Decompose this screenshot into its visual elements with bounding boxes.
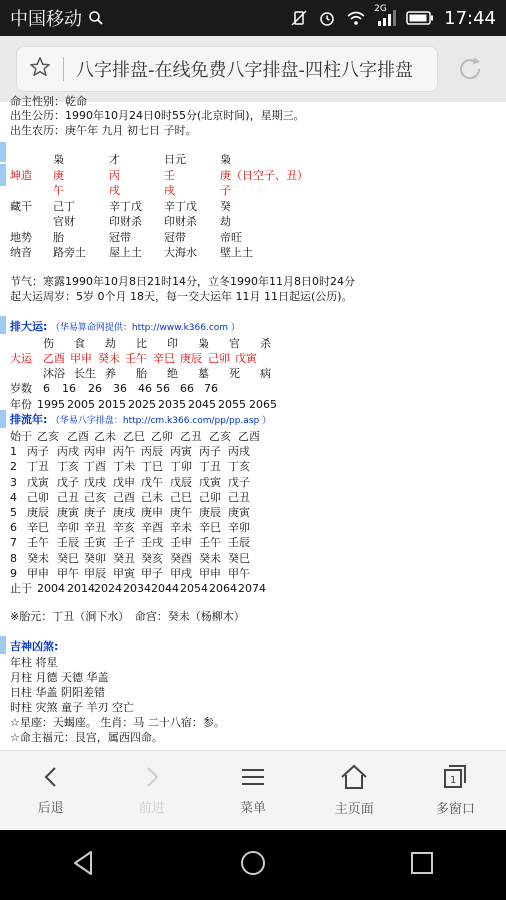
liunian-start-cell: 乙亥 [209, 430, 231, 443]
dayun-year: 2035 [158, 398, 186, 411]
liunian-start-cell: 乙酉 [67, 430, 89, 443]
dayun-age: 66 [180, 382, 194, 395]
liunian-end-year: 2034 [123, 582, 151, 595]
liunian-cell: 己卯 [27, 490, 49, 504]
dayun-year: 2045 [188, 398, 216, 411]
left-accent-bar [0, 164, 6, 186]
battery-icon [406, 10, 434, 26]
page-title-url[interactable]: 八字排盘-在线免费八字排盘-四柱八字排盘 [76, 60, 413, 81]
gender-line: 命主性别：乾命 [10, 95, 87, 108]
shensha-title: 吉神凶煞: [10, 640, 59, 653]
dayun-age: 46 [138, 382, 152, 395]
liunian-row-number: 4 [10, 490, 17, 504]
pillar-header: 才 [109, 153, 120, 166]
nayin: 屋上土 [109, 246, 142, 259]
liunian-start-cell: 乙丑 [180, 430, 202, 443]
nayin: 大海水 [164, 246, 197, 259]
refresh-button[interactable] [450, 49, 490, 89]
liunian-cell: 癸酉 [170, 551, 192, 565]
liunian-cell: 丙子 [199, 445, 221, 459]
liunian-cell: 庚辰 [199, 506, 221, 519]
left-accent-bar [0, 142, 6, 162]
nayin: 路旁土 [53, 246, 86, 259]
shishen: 官财 [53, 215, 75, 228]
dayun-shishen: 食 [74, 337, 85, 350]
liunian-cell: 戊申 [113, 475, 135, 489]
jieqi-line: 节气：寒露1990年10月8日21时14分，立冬1990年11月8日0时24分 [10, 275, 355, 288]
liunian-start-label: 始于 [10, 430, 32, 443]
pillar-header: 日元 [164, 153, 186, 166]
liunian-cell: 戊子 [228, 475, 250, 489]
liunian-cell: 丁亥 [57, 460, 79, 474]
liunian-cell: 己未 [141, 490, 163, 504]
address-divider [63, 57, 64, 81]
liunian-cell: 甲戌 [170, 566, 192, 580]
liunian-cell: 庚午 [170, 506, 192, 519]
refresh-icon [455, 54, 485, 84]
dayun-year: 2025 [128, 398, 156, 411]
liunian-start-cell: 乙未 [94, 430, 116, 443]
liunian-cell: 壬午 [199, 536, 221, 550]
menu-label: 菜单 [240, 801, 267, 816]
age-label: 岁数 [10, 382, 32, 395]
liunian-end-year: 2044 [151, 582, 179, 595]
nayin-label: 纳音 [10, 246, 32, 259]
shishen: 劫 [220, 215, 231, 228]
dayun-changsheng: 胎 [136, 367, 147, 380]
liunian-cell: 庚寅 [228, 506, 250, 519]
left-accent-bar [0, 316, 6, 334]
canggan: 己丁 [53, 200, 75, 213]
liunian-cell: 辛亥 [113, 521, 135, 535]
menu-button[interactable] [202, 751, 303, 830]
liunian-cell: 辛未 [170, 521, 192, 535]
system-recents-button[interactable] [407, 848, 437, 882]
shensha-line: 时柱 灾煞 童子 羊刃 空亡 [10, 701, 134, 714]
dayun-title: 排大运: [10, 320, 48, 333]
dayun-ganzhi: 戊寅 [235, 352, 257, 365]
liunian-cell: 丙戌 [228, 445, 250, 459]
dayun-changsheng: 病 [260, 367, 271, 380]
home-label: 主页面 [334, 802, 374, 817]
menu-icon [240, 765, 266, 789]
liunian-row-number: 5 [10, 506, 17, 519]
dizhi: 戌 [164, 184, 175, 197]
dayun-age: 16 [62, 382, 76, 395]
liunian-cell: 丁丑 [27, 460, 49, 474]
liunian-cell: 辛卯 [228, 521, 250, 535]
dayun-ganzhi: 甲申 [70, 352, 92, 365]
liunian-cell: 丙子 [27, 445, 49, 459]
dayun-shishen: 印 [167, 337, 178, 350]
nayin: 壁上土 [220, 246, 253, 259]
liunian-cell: 己亥 [84, 490, 106, 504]
pillar-header: 枭 [220, 153, 231, 166]
liunian-cell: 甲午 [228, 566, 250, 580]
shensha-line: 日柱 华盖 阴阳差错 [10, 686, 105, 699]
liunian-cell: 丁亥 [228, 460, 250, 474]
carrier-name: 中国移动 [10, 9, 82, 30]
left-accent-bar [0, 636, 6, 654]
kun-label: 坤造 [10, 169, 32, 182]
tiangan: 壬 [164, 169, 175, 182]
system-nav-bar [0, 830, 506, 900]
dizhi: 午 [53, 184, 64, 197]
liunian-source-link[interactable]: （华易八字排盘：http://cm.k366.com/pp/pp.asp ） [50, 416, 272, 426]
svg-text:1: 1 [450, 775, 457, 786]
liunian-row-number: 3 [10, 475, 17, 489]
liunian-start-cell: 乙亥 [37, 430, 59, 443]
liunian-end-label: 止于 [10, 582, 32, 595]
dayun-label: 大运 [10, 352, 32, 365]
dayun-shishen: 官 [229, 337, 240, 350]
liunian-row-number: 1 [10, 445, 17, 459]
liunian-cell: 丁未 [113, 460, 135, 474]
address-bar[interactable] [16, 46, 438, 92]
qiyun-line: 起大运周岁：5岁 0个月 18天，每一交大运年 11月 11日起运(公历)。 [10, 290, 353, 303]
browser-bottom-nav [0, 750, 506, 830]
liunian-cell: 壬戌 [141, 536, 163, 550]
dishi: 胎 [53, 231, 64, 244]
liunian-cell: 戊寅 [27, 475, 49, 489]
liunian-cell: 甲寅 [113, 566, 135, 580]
liunian-cell: 癸亥 [141, 551, 163, 565]
dayun-ganzhi: 庚辰 [180, 352, 202, 365]
liunian-row-number: 2 [10, 460, 17, 474]
liunian-cell: 戊寅 [199, 475, 221, 489]
shensha-line: 年柱 将星 [10, 656, 58, 669]
liunian-cell: 甲申 [199, 566, 221, 580]
liunian-cell: 丙申 [84, 445, 106, 459]
liunian-cell: 戊戌 [84, 475, 106, 489]
tiangan: 庚（日空子、丑） [220, 169, 308, 182]
liunian-cell: 壬申 [170, 536, 192, 550]
liunian-cell: 丙戌 [57, 445, 79, 459]
dayun-changsheng: 养 [105, 367, 116, 380]
liunian-cell: 癸未 [27, 551, 49, 565]
dayun-ganzhi: 乙酉 [43, 352, 65, 365]
dayun-year: 1995 [37, 398, 65, 411]
liunian-cell: 戊子 [57, 475, 79, 489]
liunian-cell: 辛巳 [27, 521, 49, 535]
zodiac-line: ☆星座：天蝎座。 生肖：马 二十八宿：参。 [10, 716, 225, 729]
year-label: 年份 [10, 398, 32, 411]
dayun-year: 2015 [98, 398, 126, 411]
shensha-line: 月柱 月德 天德 华盖 [10, 671, 109, 684]
liunian-cell: 丙辰 [141, 445, 163, 459]
dayun-age: 56 [156, 382, 170, 395]
taiyuan-line: ※胎元：丁丑（涧下水） 命宫：癸未（杨柳木） [10, 610, 245, 623]
liunian-cell: 癸未 [199, 551, 221, 565]
pillar-header: 枭 [53, 153, 64, 166]
back-icon [39, 765, 63, 789]
liunian-end-year: 2064 [209, 582, 237, 595]
tiangan: 庚 [53, 169, 64, 182]
shishen: 印财杀 [109, 215, 142, 228]
liunian-cell: 癸巳 [57, 551, 79, 565]
dayun-shishen: 枭 [198, 337, 209, 350]
liunian-cell: 庚辰 [27, 506, 49, 519]
alarm-icon [318, 9, 336, 27]
dayun-ganzhi: 己卯 [208, 352, 230, 365]
fuyuan-line: ☆命主福元：艮宫，属西四命。 [10, 731, 163, 744]
dayun-shishen: 杀 [260, 337, 271, 350]
network-type: 2G [374, 4, 387, 14]
dayun-age: 76 [204, 382, 218, 395]
shishen: 印财杀 [164, 215, 197, 228]
signal-icon [374, 4, 396, 26]
liunian-cell: 癸丑 [113, 551, 135, 565]
liunian-cell: 庚子 [84, 506, 106, 519]
bookmark-star-icon[interactable] [29, 56, 51, 82]
liunian-end-year: 2004 [37, 582, 65, 595]
liunian-cell: 庚寅 [57, 506, 79, 519]
liunian-cell: 己酉 [113, 490, 135, 504]
liunian-end-year: 2054 [180, 582, 208, 595]
dayun-shishen: 劫 [105, 337, 116, 350]
liunian-cell: 癸巳 [228, 551, 250, 565]
tiangan: 丙 [109, 169, 120, 182]
square-recents-icon [407, 848, 437, 878]
forward-button[interactable] [101, 751, 202, 830]
dishi: 冠带 [109, 231, 131, 244]
liunian-cell: 壬子 [113, 536, 135, 550]
dayun-changsheng: 死 [229, 367, 240, 380]
dayun-shishen: 伤 [43, 337, 54, 350]
dishi: 冠带 [164, 231, 186, 244]
liunian-cell: 辛巳 [199, 521, 221, 535]
triangle-back-icon [69, 848, 99, 878]
forward-label: 前进 [138, 801, 165, 816]
liunian-cell: 壬辰 [228, 536, 250, 550]
liunian-cell: 丙午 [113, 445, 135, 459]
liunian-cell: 己丑 [57, 490, 79, 504]
liunian-cell: 庚申 [141, 506, 163, 519]
canggan: 辛丁戊 [164, 200, 197, 213]
dishi: 帝旺 [220, 231, 242, 244]
liunian-row-number: 7 [10, 536, 17, 550]
page-content [0, 95, 506, 750]
dizhi: 戌 [109, 184, 120, 197]
liunian-cell: 丁巳 [141, 460, 163, 474]
liunian-start-cell: 乙巳 [123, 430, 145, 443]
wifi-icon [346, 10, 366, 26]
liunian-cell: 辛卯 [57, 521, 79, 535]
dayun-source-link[interactable]: （华易算命网提供：http://www.k366.com ） [50, 323, 240, 333]
dayun-changsheng: 绝 [167, 367, 178, 380]
canggan-label: 藏干 [10, 200, 32, 213]
liunian-cell: 甲子 [141, 566, 163, 580]
dayun-year: 2065 [249, 398, 277, 411]
canggan: 癸 [220, 200, 231, 213]
dayun-age: 26 [88, 382, 102, 395]
search-icon [88, 10, 104, 26]
dayun-ganzhi: 癸未 [98, 352, 120, 365]
liunian-cell: 辛丑 [84, 521, 106, 535]
liunian-start-cell: 乙卯 [151, 430, 173, 443]
windows-button[interactable] [405, 751, 506, 830]
clock-time: 17:44 [444, 7, 496, 29]
dishi-label: 地势 [10, 231, 32, 244]
liunian-cell: 癸卯 [84, 551, 106, 565]
liunian-title: 排流年: [10, 413, 48, 426]
back-button[interactable] [0, 751, 101, 830]
liunian-cell: 甲午 [57, 566, 79, 580]
liunian-row-number: 6 [10, 521, 17, 535]
system-home-button[interactable] [238, 848, 268, 882]
liunian-cell: 庚戌 [113, 506, 135, 519]
liunian-cell: 丁酉 [84, 460, 106, 474]
dayun-year: 2005 [67, 398, 95, 411]
canggan: 辛丁戊 [109, 200, 142, 213]
circle-home-icon [238, 848, 268, 878]
liunian-cell: 己巳 [170, 490, 192, 504]
dayun-changsheng: 长生 [74, 367, 96, 380]
liunian-cell: 丙寅 [170, 445, 192, 459]
liunian-cell: 壬寅 [84, 536, 106, 550]
liunian-end-year: 2024 [94, 582, 122, 595]
dayun-age: 6 [43, 382, 50, 395]
birth-lunar: 出生农历：庚午年 九月 初七日 子时。 [10, 124, 197, 137]
liunian-cell: 己丑 [228, 490, 250, 504]
liunian-cell: 戊午 [141, 475, 163, 489]
liunian-end-year: 2074 [238, 582, 266, 595]
left-accent-bar [0, 410, 6, 428]
home-icon [340, 764, 368, 790]
dayun-ganzhi: 辛巳 [153, 352, 175, 365]
system-back-button[interactable] [69, 848, 99, 882]
liunian-row-number: 8 [10, 551, 17, 565]
vibrate-off-icon [290, 9, 308, 27]
liunian-cell: 壬辰 [57, 536, 79, 550]
liunian-cell: 辛酉 [141, 521, 163, 535]
home-button[interactable] [304, 751, 405, 830]
windows-label: 多窗口 [435, 802, 475, 817]
dayun-year: 2055 [218, 398, 246, 411]
status-bar [0, 0, 506, 36]
liunian-cell: 己卯 [199, 490, 221, 504]
liunian-cell: 壬午 [27, 536, 49, 550]
dayun-ganzhi: 壬午 [125, 352, 147, 365]
liunian-cell: 甲申 [27, 566, 49, 580]
dizhi: 子 [220, 184, 231, 197]
liunian-cell: 甲辰 [84, 566, 106, 580]
dayun-age: 36 [113, 382, 127, 395]
browser-toolbar [0, 36, 506, 102]
back-label: 后退 [37, 801, 64, 816]
dayun-changsheng: 沐浴 [43, 367, 65, 380]
liunian-start-cell: 乙酉 [238, 430, 260, 443]
multi-window-icon [442, 764, 468, 790]
liunian-row-number: 9 [10, 566, 17, 580]
liunian-cell: 丁丑 [199, 460, 221, 474]
dayun-shishen: 比 [136, 337, 147, 350]
liunian-end-year: 2014 [67, 582, 95, 595]
liunian-cell: 丁卯 [170, 460, 192, 474]
dayun-changsheng: 墓 [198, 367, 209, 380]
liunian-cell: 戊辰 [170, 475, 192, 489]
birth-gregorian: 出生公历：1990年10月24日0时55分(北京时间)，星期三。 [10, 109, 305, 122]
forward-icon [140, 765, 164, 789]
